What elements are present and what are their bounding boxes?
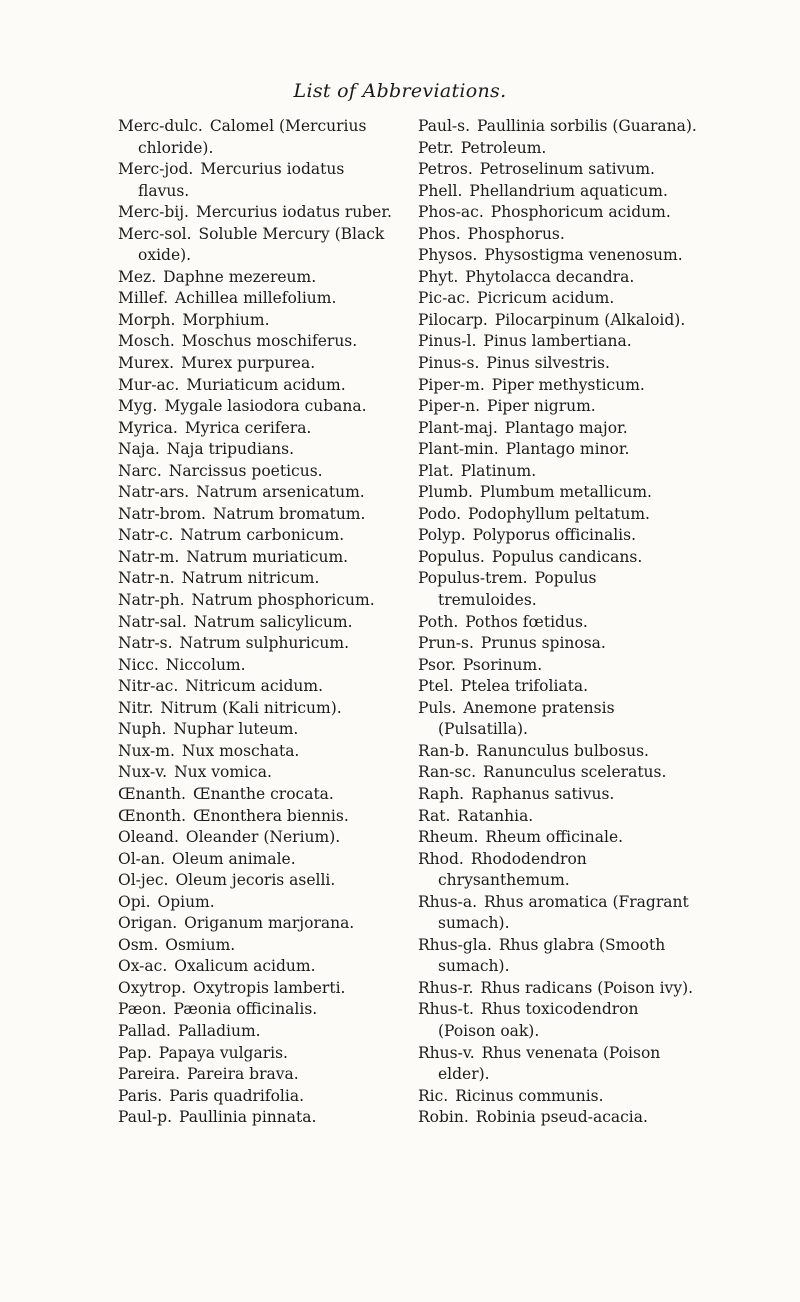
abbreviation-column-right — [418, 116, 700, 1129]
abbreviation-full-name: Paullinia sorbilis (Guarana). — [477, 117, 697, 135]
abbreviation-full-name: Myrica cerifera. — [184, 418, 312, 437]
abbreviation-code: Natr-ars. — [118, 483, 190, 502]
abbreviation-code: Plant-min. — [418, 440, 499, 459]
abbreviation-entry — [418, 612, 700, 634]
abbreviation-entry — [118, 439, 400, 461]
abbreviation-full-name: Nux moschata. — [181, 741, 300, 760]
abbreviation-full-name: Natrum muriaticum. — [186, 547, 349, 566]
abbreviation-code: Rhus-v. — [418, 1043, 475, 1062]
abbreviation-entry — [118, 1021, 400, 1043]
abbreviation-full-name: Pothos fœtidus. — [465, 612, 588, 631]
abbreviation-code: Merc-sol. — [118, 224, 192, 243]
abbreviation-entry — [418, 310, 700, 332]
abbreviation-code: Pinus-l. — [418, 332, 477, 351]
abbreviation-entry — [118, 504, 400, 526]
abbreviation-full-name: Moschus moschiferus. — [181, 332, 358, 351]
abbreviation-full-name: Plantago minor. — [505, 440, 630, 459]
abbreviation-full-name: Natrum arsenicatum. — [196, 483, 365, 502]
abbreviation-entry — [418, 439, 700, 461]
abbreviation-entry — [118, 375, 400, 397]
abbreviation-entry — [118, 612, 400, 634]
abbreviation-full-name: Origanum marjorana. — [184, 914, 355, 933]
abbreviation-full-name: Naja tripudians. — [166, 440, 295, 459]
abbreviation-code: Pareira. — [118, 1065, 181, 1084]
abbreviation-full-name: Nitricum acidum. — [185, 677, 324, 696]
abbreviation-entry — [118, 849, 400, 871]
abbreviation-full-name: Nux vomica. — [174, 763, 272, 782]
abbreviation-entry — [418, 202, 700, 224]
abbreviation-code: Natr-ph. — [118, 591, 185, 610]
abbreviation-full-name: Oleum animale. — [172, 849, 296, 868]
abbreviation-code: Populus-trem. — [418, 569, 528, 588]
abbreviation-columns — [118, 116, 700, 1129]
abbreviation-full-name: Ranunculus bulbosus. — [476, 741, 649, 760]
abbreviation-full-name: Daphne mezereum. — [163, 267, 317, 286]
abbreviation-full-name: Nitrum (Kali nitricum). — [160, 698, 342, 717]
abbreviation-entry — [118, 827, 400, 849]
abbreviation-code: Myg. — [118, 397, 158, 416]
abbreviation-entry — [418, 827, 700, 849]
abbreviation-full-name: Petroselinum sativum. — [479, 160, 655, 179]
abbreviation-full-name: Populus tremuloides. — [438, 569, 597, 610]
abbreviation-entry — [118, 310, 400, 332]
abbreviation-code: Psor. — [418, 655, 456, 674]
abbreviation-entry — [418, 935, 700, 978]
abbreviation-entry — [118, 698, 400, 720]
abbreviation-code: Ox-ac. — [118, 957, 168, 976]
abbreviation-code: Opi. — [118, 892, 151, 911]
abbreviation-full-name: Mercurius iodatus flavus. — [138, 160, 345, 200]
abbreviation-full-name: Ranunculus sceleratus. — [483, 763, 667, 782]
abbreviation-code: Natr-m. — [118, 547, 180, 566]
abbreviation-full-name: Rhus glabra (Smooth sumach). — [438, 935, 666, 976]
abbreviation-full-name: Rhododendron chrysanthemum. — [438, 849, 587, 890]
abbreviation-full-name: Oleum jecoris aselli. — [175, 871, 336, 890]
abbreviation-full-name: Populus candicans. — [491, 547, 643, 566]
abbreviation-full-name: Natrum sulphuricum. — [179, 634, 350, 653]
abbreviation-full-name: Natrum phosphoricum. — [191, 591, 375, 610]
abbreviation-entry — [118, 116, 400, 159]
abbreviation-code: Petros. — [418, 160, 473, 179]
abbreviation-entry — [118, 568, 400, 590]
abbreviation-full-name: Psorinum. — [462, 655, 543, 674]
abbreviation-code: Naja. — [118, 440, 160, 459]
abbreviation-code: Ptel. — [418, 677, 454, 696]
abbreviation-code: Oxytrop. — [118, 978, 187, 997]
abbreviation-code: Œnanth. — [118, 784, 186, 803]
abbreviation-full-name: Plumbum metallicum. — [479, 483, 652, 502]
abbreviation-full-name: Phytolacca decandra. — [465, 267, 635, 286]
abbreviation-entry — [418, 224, 700, 246]
abbreviation-full-name: Œnanthe crocata. — [192, 784, 334, 803]
abbreviation-full-name: Robinia pseud-acacia. — [475, 1108, 648, 1127]
abbreviation-code: Ol-jec. — [118, 871, 169, 890]
abbreviation-full-name: Rheum officinale. — [485, 828, 624, 847]
abbreviation-entry — [118, 396, 400, 418]
abbreviation-full-name: Narcissus poeticus. — [168, 461, 323, 480]
abbreviation-code: Ran-sc. — [418, 763, 477, 782]
abbreviation-entry — [418, 396, 700, 418]
abbreviation-entry — [418, 892, 700, 935]
abbreviation-code: Ran-b. — [418, 741, 470, 760]
abbreviation-code: Poth. — [418, 612, 459, 631]
abbreviation-code: Piper-m. — [418, 375, 485, 394]
abbreviation-code: Nux-v. — [118, 763, 168, 782]
abbreviation-entry — [118, 762, 400, 784]
abbreviation-code: Nitr-ac. — [118, 677, 179, 696]
abbreviation-full-name: Oleander (Nerium). — [185, 828, 341, 847]
abbreviation-code: Natr-c. — [118, 526, 174, 545]
abbreviation-code: Pic-ac. — [418, 289, 471, 308]
abbreviation-code: Mosch. — [118, 332, 175, 351]
abbreviation-code: Prun-s. — [418, 634, 474, 653]
abbreviation-entry — [118, 1064, 400, 1086]
abbreviation-full-name: Murex purpurea. — [181, 354, 316, 373]
abbreviation-code: Rat. — [418, 806, 451, 825]
abbreviation-full-name: Physostigma venenosum. — [484, 246, 683, 265]
abbreviation-full-name: Oxalicum acidum. — [174, 957, 316, 976]
abbreviation-full-name: Pareira brava. — [187, 1065, 299, 1084]
abbreviation-code: Phyt. — [418, 267, 459, 286]
abbreviation-code: Puls. — [418, 698, 457, 717]
abbreviation-entry — [118, 418, 400, 440]
abbreviation-entry — [418, 288, 700, 310]
abbreviation-full-name: Rhus toxicodendron (Poison oak). — [438, 1000, 639, 1040]
abbreviation-entry — [118, 633, 400, 655]
abbreviation-entry — [118, 784, 400, 806]
abbreviation-full-name: Paris quadrifolia. — [169, 1086, 305, 1105]
abbreviation-full-name: Podophyllum peltatum. — [468, 504, 650, 523]
abbreviation-entry — [418, 762, 700, 784]
abbreviation-full-name: Muriaticum acidum. — [186, 375, 346, 394]
abbreviation-full-name: Opium. — [157, 892, 215, 911]
abbreviation-full-name: Ptelea trifoliata. — [460, 677, 589, 696]
abbreviation-code: Plat. — [418, 461, 454, 480]
abbreviation-entry — [418, 116, 700, 138]
abbreviation-code: Plant-maj. — [418, 418, 498, 437]
abbreviation-full-name: Natrum bromatum. — [212, 504, 366, 523]
abbreviation-full-name: Piper methysticum. — [491, 375, 645, 394]
abbreviation-code: Œnonth. — [118, 806, 187, 825]
abbreviation-full-name: Mygale lasiodora cubana. — [164, 397, 367, 416]
abbreviation-code: Natr-s. — [118, 634, 173, 653]
abbreviation-full-name: Rhus radicans (Poison ivy). — [480, 978, 694, 997]
abbreviation-code: Rhod. — [418, 849, 464, 868]
abbreviation-entry — [418, 999, 700, 1042]
abbreviation-entry — [418, 418, 700, 440]
abbreviation-full-name: Oxytropis lamberti. — [193, 978, 346, 997]
abbreviation-entry — [118, 1086, 400, 1108]
abbreviation-full-name: Paullinia pinnata. — [178, 1108, 317, 1127]
abbreviation-entry — [418, 568, 700, 611]
abbreviation-code: Oleand. — [118, 828, 179, 847]
abbreviation-full-name: Œnonthera biennis. — [193, 806, 349, 825]
abbreviation-full-name: Papaya vulgaris. — [158, 1043, 288, 1062]
abbreviation-code: Phos-ac. — [418, 203, 484, 222]
abbreviation-code: Myrica. — [118, 418, 178, 437]
abbreviation-full-name: Mercurius iodatus ruber. — [195, 203, 392, 222]
abbreviation-code: Merc-dulc. — [118, 117, 203, 135]
abbreviation-entry — [118, 719, 400, 741]
abbreviation-full-name: Osmium. — [165, 935, 236, 954]
abbreviation-code: Plumb. — [418, 483, 473, 502]
abbreviation-entry — [418, 741, 700, 763]
abbreviation-code: Pap. — [118, 1043, 152, 1062]
abbreviation-entry — [418, 849, 700, 892]
abbreviation-full-name: Calomel (Mercurius chloride). — [138, 117, 367, 157]
abbreviation-entry — [118, 461, 400, 483]
abbreviation-code: Rhus-a. — [418, 892, 477, 911]
abbreviation-code: Rhus-r. — [418, 978, 474, 997]
abbreviation-code: Origan. — [118, 914, 178, 933]
abbreviation-entry — [118, 224, 400, 267]
abbreviation-entry — [418, 331, 700, 353]
abbreviation-code: Murex. — [118, 354, 175, 373]
abbreviation-full-name: Natrum salicylicum. — [193, 612, 353, 631]
abbreviation-entry — [418, 159, 700, 181]
abbreviation-code: Narc. — [118, 461, 162, 480]
abbreviation-entry — [418, 547, 700, 569]
abbreviation-code: Piper-n. — [418, 397, 481, 416]
abbreviation-entry — [118, 525, 400, 547]
abbreviation-entry — [118, 331, 400, 353]
abbreviation-full-name: Palladium. — [177, 1021, 261, 1040]
abbreviation-code: Podo. — [418, 504, 462, 523]
abbreviation-full-name: Pinus silvestris. — [486, 354, 610, 373]
abbreviation-code: Osm. — [118, 935, 159, 954]
abbreviation-code: Nux-m. — [118, 741, 175, 760]
abbreviation-code: Ol-an. — [118, 849, 166, 868]
abbreviation-code: Pinus-s. — [418, 354, 480, 373]
abbreviation-column-left — [118, 116, 400, 1129]
abbreviation-full-name: Anemone pratensis (Pulsatilla). — [438, 698, 615, 739]
abbreviation-entry — [118, 159, 400, 202]
abbreviation-full-name: Phosphorus. — [467, 224, 565, 243]
abbreviation-entry — [118, 288, 400, 310]
abbreviation-full-name: Ricinus communis. — [455, 1086, 604, 1105]
abbreviation-full-name: Prunus spinosa. — [480, 634, 606, 653]
abbreviation-entry — [418, 655, 700, 677]
abbreviation-entry — [118, 547, 400, 569]
abbreviation-full-name: Piper nigrum. — [487, 397, 596, 416]
abbreviation-entry — [418, 698, 700, 741]
abbreviation-full-name: Plantago major. — [504, 418, 628, 437]
abbreviation-entry — [118, 676, 400, 698]
abbreviation-code: Raph. — [418, 784, 465, 803]
abbreviation-entry — [118, 999, 400, 1021]
abbreviation-code: Merc-bij. — [118, 203, 189, 222]
abbreviation-entry — [418, 784, 700, 806]
abbreviation-full-name: Pilocarpinum (Alkaloid). — [494, 310, 686, 329]
abbreviation-code: Millef. — [118, 289, 169, 308]
abbreviation-full-name: Soluble Mercury (Black oxide). — [138, 224, 385, 265]
abbreviation-code: Physos. — [418, 246, 478, 265]
abbreviation-entry — [118, 202, 400, 224]
abbreviation-full-name: Rhus venenata (Poison elder). — [438, 1043, 661, 1084]
abbreviation-entry — [118, 892, 400, 914]
abbreviation-entry — [118, 1107, 400, 1129]
abbreviation-code: Phos. — [418, 224, 461, 243]
abbreviation-code: Rheum. — [418, 828, 479, 847]
abbreviation-entry — [118, 267, 400, 289]
abbreviation-entry — [418, 525, 700, 547]
abbreviation-entry — [118, 913, 400, 935]
abbreviation-code: Nuph. — [118, 720, 167, 739]
abbreviation-full-name: Polyporus officinalis. — [472, 526, 637, 545]
abbreviation-full-name: Petroleum. — [460, 138, 547, 157]
abbreviation-entry — [418, 482, 700, 504]
abbreviation-code: Paul-s. — [418, 117, 471, 135]
abbreviation-entry — [418, 353, 700, 375]
abbreviation-entry — [418, 978, 700, 1000]
abbreviation-entry — [118, 590, 400, 612]
abbreviation-entry — [118, 956, 400, 978]
abbreviation-entry — [418, 633, 700, 655]
abbreviation-full-name: Rhus aromatica (Fragrant sumach). — [438, 892, 689, 933]
abbreviation-full-name: Ratanhia. — [457, 806, 534, 825]
abbreviation-entry — [118, 655, 400, 677]
abbreviation-code: Rhus-t. — [418, 1000, 474, 1019]
abbreviation-code: Morph. — [118, 310, 176, 329]
abbreviation-code: Ric. — [418, 1086, 449, 1105]
abbreviation-entry — [418, 138, 700, 160]
abbreviation-code: Natr-n. — [118, 569, 175, 588]
abbreviation-code: Pæon. — [118, 1000, 167, 1019]
abbreviation-code: Mur-ac. — [118, 375, 180, 394]
abbreviation-entry — [418, 676, 700, 698]
abbreviation-code: Robin. — [418, 1108, 469, 1127]
abbreviation-code: Nicc. — [118, 655, 159, 674]
abbreviation-entry — [418, 1107, 700, 1129]
abbreviation-full-name: Niccolum. — [165, 655, 246, 674]
abbreviation-full-name: Natrum carbonicum. — [180, 526, 345, 545]
abbreviation-full-name: Phosphoricum acidum. — [490, 203, 671, 222]
abbreviation-entry — [118, 353, 400, 375]
abbreviation-entry — [418, 806, 700, 828]
abbreviation-code: Polyp. — [418, 526, 466, 545]
abbreviation-full-name: Pinus lambertiana. — [483, 332, 632, 351]
abbreviation-entry — [118, 482, 400, 504]
abbreviation-code: Paris. — [118, 1086, 163, 1105]
abbreviation-code: Rhus-gla. — [418, 935, 492, 954]
abbreviation-entry — [418, 267, 700, 289]
abbreviation-full-name: Pæonia officinalis. — [173, 1000, 318, 1019]
abbreviation-entry — [418, 1043, 700, 1086]
abbreviation-entry — [418, 461, 700, 483]
abbreviation-entry — [118, 1043, 400, 1065]
abbreviation-entry — [418, 245, 700, 267]
abbreviation-entry — [418, 1086, 700, 1108]
abbreviation-code: Pallad. — [118, 1021, 171, 1040]
abbreviation-code: Merc-jod. — [118, 160, 194, 179]
abbreviation-code: Populus. — [418, 547, 485, 566]
abbreviation-full-name: Nuphar luteum. — [173, 720, 299, 739]
abbreviation-code: Paul-p. — [118, 1108, 173, 1127]
abbreviation-code: Natr-sal. — [118, 612, 187, 631]
abbreviation-full-name: Morphium. — [182, 310, 270, 329]
abbreviation-full-name: Natrum nitricum. — [181, 569, 320, 588]
abbreviation-code: Phell. — [418, 181, 463, 200]
abbreviation-full-name: Raphanus sativus. — [471, 784, 615, 803]
abbreviation-entry — [418, 181, 700, 203]
abbreviation-entry — [118, 935, 400, 957]
abbreviation-full-name: Achillea millefolium. — [175, 289, 337, 308]
page-header-title: List of Abbreviations. — [293, 80, 507, 102]
abbreviation-entry — [418, 375, 700, 397]
abbreviation-code: Pilocarp. — [418, 310, 488, 329]
abbreviation-entry — [118, 806, 400, 828]
abbreviation-full-name: Picricum acidum. — [477, 289, 615, 308]
abbreviation-entry — [118, 741, 400, 763]
abbreviation-entry — [118, 978, 400, 1000]
abbreviation-full-name: Phellandrium aquaticum. — [469, 181, 668, 200]
abbreviation-entry — [418, 504, 700, 526]
abbreviation-code: Natr-brom. — [118, 504, 206, 523]
abbreviation-code: Petr. — [418, 138, 454, 157]
abbreviation-full-name: Platinum. — [460, 461, 537, 480]
abbreviation-entry — [118, 870, 400, 892]
abbreviation-code: Mez. — [118, 267, 157, 286]
abbreviation-code: Nitr. — [118, 698, 154, 717]
